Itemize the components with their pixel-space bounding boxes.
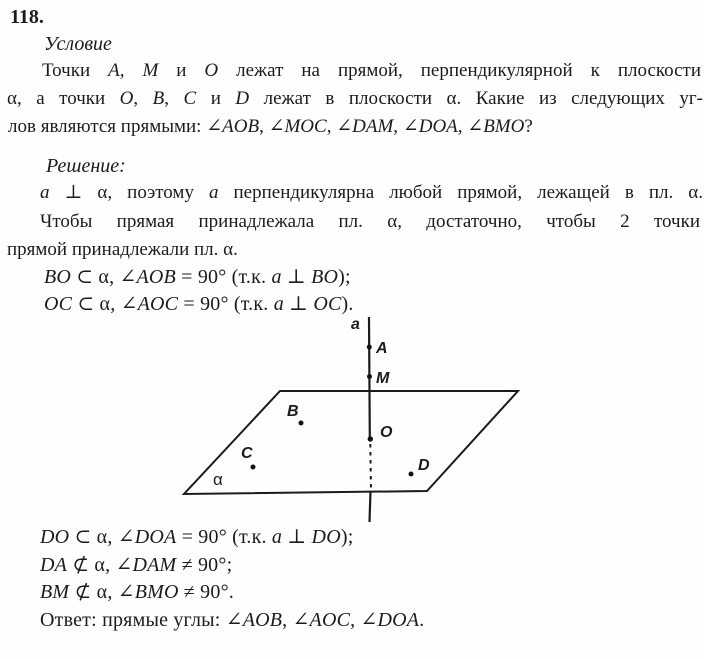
point-A-dot — [367, 345, 372, 350]
solution-formula-OC: OC ⊂ α, ∠AOC = 90° (т.к. a ⊥ OC). — [44, 293, 354, 315]
figure-plane-diagram — [150, 312, 550, 530]
solution-formula-BO: BO ⊂ α, ∠AOB = 90° (т.к. a ⊥ BO); — [44, 266, 351, 288]
label-line-a: a — [351, 316, 360, 333]
condition-line-2: α, а точки O, B, C и D лежат в плоскости α. Какие из следующих уг- — [7, 88, 703, 109]
label-plane-alpha: α — [213, 470, 223, 489]
conclusion-formula-DA: DA ⊄ α, ∠DAM ≠ 90°; — [40, 554, 233, 576]
label-point-A: A — [376, 340, 388, 357]
label-point-M: M — [376, 370, 390, 387]
label-point-C: C — [241, 445, 253, 462]
solution-line-2: Чтобы прямая принадлежала пл. α, достаточно, чтобы 2 точки — [40, 211, 700, 232]
line-a-lower — [370, 491, 371, 522]
solution-line-1: a ⊥ α, поэтому a перпендикулярна любой прямой, лежащей в пл. α. — [40, 182, 704, 203]
condition-heading: Условие — [44, 33, 112, 55]
problem-number: 118. — [10, 6, 44, 28]
point-D-dot — [409, 472, 414, 477]
condition-line-1: Точки A, M и O лежат на прямой, перпендикулярной к плоскости — [42, 60, 702, 81]
label-point-B: B — [287, 403, 299, 420]
plane-parallelogram — [184, 391, 518, 494]
condition-line-3: лов являются прямыми: ∠AOB, ∠MOC, ∠DAM, ∠DOA, ∠BMO? — [8, 116, 533, 137]
line-a-dashed — [370, 444, 371, 490]
conclusion-formula-BM: BM ⊄ α, ∠BMO ≠ 90°. — [40, 581, 234, 603]
point-M-dot — [367, 374, 372, 379]
point-C-dot — [251, 465, 256, 470]
label-point-O: O — [380, 424, 393, 441]
solution-heading: Решение: — [46, 155, 126, 177]
point-O-dot — [368, 436, 373, 441]
answer-line: Ответ: прямые углы: ∠AOB, ∠AOC, ∠DOA. — [40, 609, 425, 631]
label-point-D: D — [418, 457, 430, 474]
conclusion-formula-DO: DO ⊂ α, ∠DOA = 90° (т.к. a ⊥ DO); — [40, 526, 354, 548]
solution-line-3: прямой принадлежали пл. α. — [7, 239, 238, 260]
point-B-dot — [299, 421, 304, 426]
